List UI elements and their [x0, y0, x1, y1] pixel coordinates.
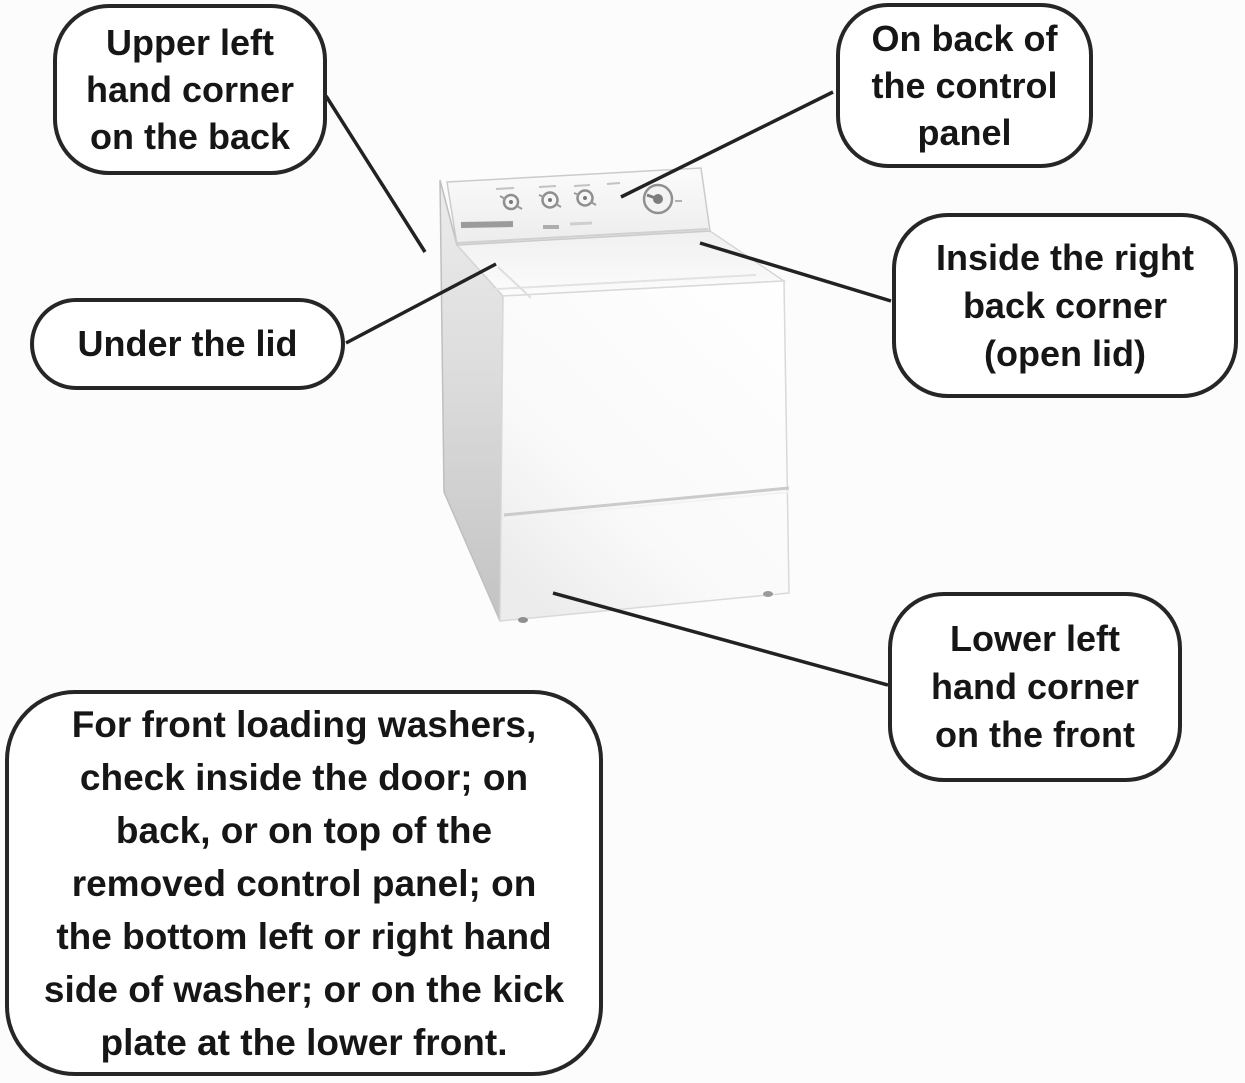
washer-body	[440, 168, 789, 623]
callout-line: Upper left	[105, 22, 274, 63]
callout-line: on the back	[89, 116, 291, 157]
callout-line: Lower left	[949, 618, 1120, 659]
panel-mark	[570, 223, 592, 224]
callout-line: on the front	[935, 714, 1135, 755]
callout-line: back, or on top of the	[115, 809, 493, 851]
callout-inside-right-back	[892, 213, 1238, 398]
callout-line: hand corner	[930, 666, 1140, 707]
callout-front-loading-note	[5, 690, 603, 1076]
callout-line: check inside the door; on	[79, 756, 529, 798]
callout-line: For front loading washers,	[71, 703, 537, 745]
panel-label-mark	[539, 186, 556, 187]
callout-line: Inside the right	[935, 236, 1194, 278]
callout-line: hand corner	[85, 69, 295, 110]
callout-line: (open lid)	[984, 332, 1146, 374]
connector-upper-left-back	[326, 96, 425, 252]
callout-line: Under the lid	[77, 323, 298, 364]
callout-line: the bottom left or right hand	[56, 915, 552, 957]
callout-line: back corner	[962, 284, 1168, 326]
callout-line: side of washer; or on the kick	[43, 968, 565, 1010]
callout-line: the control	[871, 65, 1058, 106]
washer-foot-right	[763, 591, 773, 597]
panel-label-mark	[574, 185, 590, 186]
panel-label-mark	[607, 183, 620, 184]
callout-lower-left-front	[888, 592, 1182, 782]
callout-upper-left-back	[53, 4, 327, 175]
callout-under-lid	[30, 298, 345, 390]
washer-foot-left	[518, 617, 528, 623]
connector-lower-left-front	[553, 593, 888, 685]
callout-line: removed control panel; on	[71, 862, 537, 904]
callout-line: panel	[917, 112, 1012, 153]
connector-control-panel-back	[621, 92, 833, 197]
washer-front-panel	[500, 281, 789, 621]
callout-line: plate at the lower front.	[100, 1021, 508, 1063]
panel-label-mark	[496, 188, 514, 189]
callout-line: On back of	[871, 18, 1058, 59]
brand-label-strip	[461, 224, 513, 225]
callout-control-panel-back	[836, 3, 1093, 168]
